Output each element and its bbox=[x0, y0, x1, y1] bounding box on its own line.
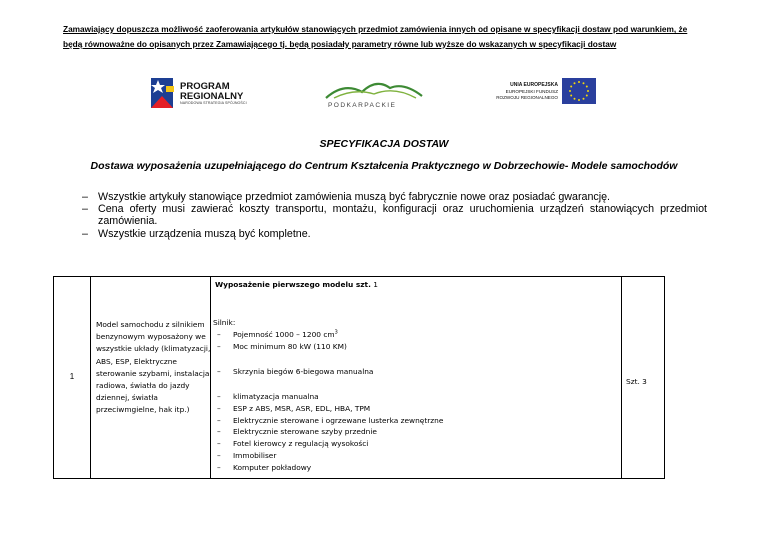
podkarpackie-label: PODKARPACKIE bbox=[328, 102, 397, 109]
mountains-icon bbox=[324, 76, 424, 100]
spec-header-label: Wyposażenie pierwszego modelu szt. bbox=[215, 280, 371, 289]
requirements-list bbox=[82, 191, 707, 240]
spec-item: – klimatyzacja manualna bbox=[217, 391, 443, 403]
spec-item: – Skrzynia biegów 6-biegowa manualna bbox=[217, 366, 373, 378]
requirement-item: – Wszystkie urządzenia muszą być kompletne. bbox=[82, 228, 707, 240]
strategy-label: NARODOWA STRATEGIA SPÓJNOŚCI bbox=[180, 101, 247, 105]
podkarpackie-logo bbox=[324, 76, 424, 112]
cubic-exponent: 3 bbox=[334, 329, 338, 336]
regionalny-label: REGIONALNY bbox=[180, 90, 244, 102]
specification-table bbox=[53, 276, 665, 479]
column-divider bbox=[621, 277, 622, 478]
requirement-item: – Cena oferty musi zawierać koszty transportu, montażu, konfiguracji oraz uruchomienia urządzeń stanowiących przedmiot zamówienia. bbox=[82, 203, 707, 227]
erdf-label-1: EUROPEJSKI FUNDUSZ bbox=[505, 88, 558, 94]
program-regionalny-emblem-icon bbox=[148, 76, 178, 112]
eu-logo bbox=[476, 78, 596, 110]
spec-item: – Pojemność 1000 – 1200 $cm^3$ bbox=[217, 329, 347, 341]
spec-item: – Immobiliser bbox=[217, 450, 443, 462]
spec-item: – ESP z ABS, MSR, ASR, EDL, HBA, TPM bbox=[217, 403, 443, 415]
spec-item: – Elektrycznie sterowane i ogrzewane lusterka zewnętrzne bbox=[217, 415, 443, 427]
notice-text: Zamawiający dopuszcza możliwość zaoferowania artykułów stanowiących przedmiot zamówienia innych od opisane w specyfikacji dostaw pod warunkiem, że będą równoważne do opisanych przez Zamawiającego tj. będą posiadały parametry równe lub wyższe do wskazanych w specyfikacji dostaw bbox=[63, 24, 688, 49]
spec-header-count: 1 bbox=[373, 280, 378, 289]
spec-item: – Elektrycznie sterowane szyby przednie bbox=[217, 426, 443, 438]
item-description: Model samochodu z silnikiem benzynowym wyposażony we wszystkie układy (klimatyzacji, ABS, ESP, Elektryczne sterowanie szybami, instalacja radiowa, światła do jazdy dziennej, światła przeciwmgielne, hak itp.) bbox=[96, 320, 211, 415]
eu-label: UNIA EUROPEJSKA bbox=[510, 82, 558, 88]
eu-flag-icon bbox=[562, 78, 596, 104]
document-subtitle: Dostawa wyposażenia uzupełniającego do Centrum Kształcenia Praktycznego w Dobrzechowie- Modele samochodów bbox=[90, 160, 678, 172]
spec-item: – Moc minimum 80 kW (110 KM) bbox=[217, 341, 347, 353]
spec-item: – Komputer pokładowy bbox=[217, 462, 443, 474]
equipment-list bbox=[217, 391, 443, 474]
erdf-label-2: ROZWOJU REGIONALNEGO bbox=[496, 95, 558, 101]
program-label: PROGRAM bbox=[180, 81, 230, 92]
program-regionalny-logo bbox=[148, 76, 268, 112]
document-title: SPECYFIKACJA DOSTAW bbox=[319, 138, 449, 150]
spec-header bbox=[215, 280, 378, 289]
engine-spec-list bbox=[217, 329, 347, 353]
engine-label: Silnik: bbox=[213, 318, 236, 327]
gearbox-spec-list bbox=[217, 366, 373, 378]
requirement-item: – Wszystkie artykuły stanowiące przedmiot zamówienia muszą być fabrycznie nowe oraz posiadać gwarancję. bbox=[82, 191, 707, 203]
column-divider bbox=[90, 277, 91, 478]
spec-item: – Fotel kierowcy z regulacją wysokości bbox=[217, 438, 443, 450]
row-number: 1 bbox=[69, 372, 75, 381]
quantity: Szt. 3 bbox=[626, 377, 647, 386]
